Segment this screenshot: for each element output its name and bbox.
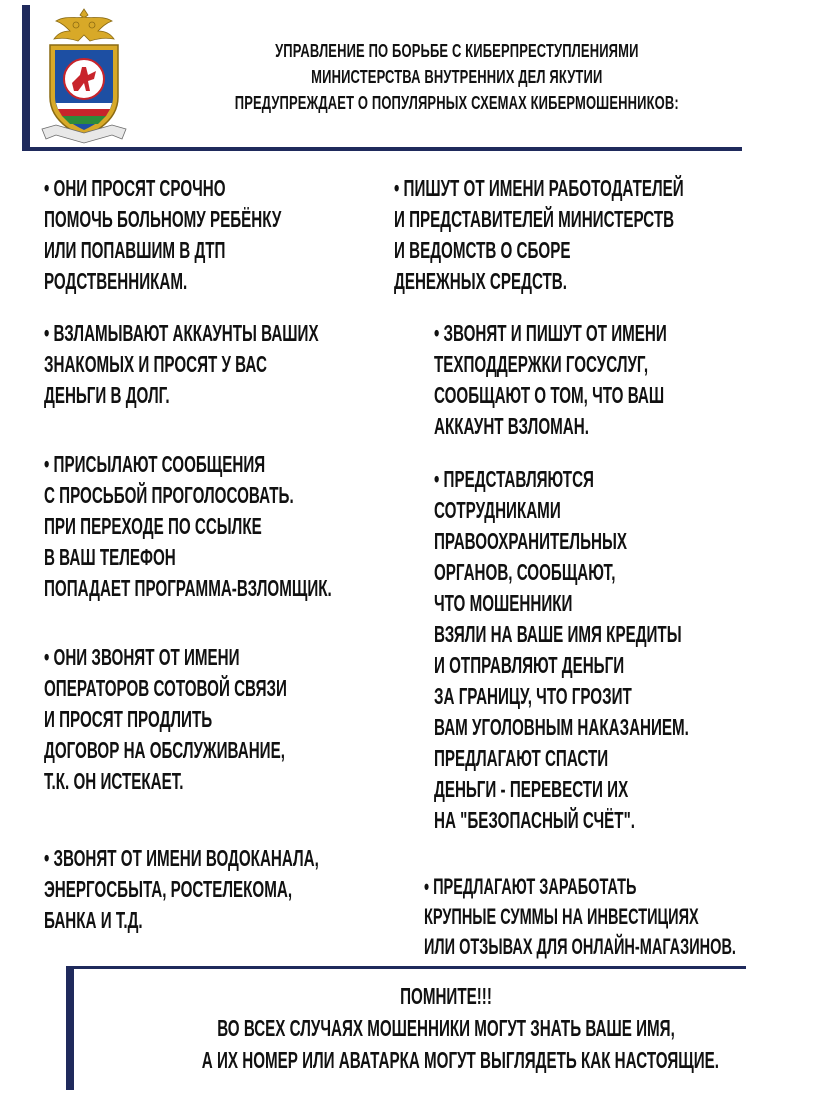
footer-accent-bar bbox=[66, 968, 74, 1090]
item-line: ИЛИ ПОПАВШИМ В ДТП bbox=[44, 237, 226, 263]
item-line: • ЗВОНЯТ ОТ ИМЕНИ ВОДОКАНАЛА, bbox=[44, 845, 319, 871]
item-line: ЭНЕРГОСБЫТА, РОСТЕЛЕКОМА, bbox=[44, 876, 293, 902]
item-line: ДЕНЕЖНЫХ СРЕДСТВ. bbox=[394, 268, 567, 294]
item-line: И ПРЕДСТАВИТЕЛЕЙ МИНИСТЕРСТВ bbox=[394, 206, 675, 232]
scheme-item bbox=[44, 173, 281, 297]
scheme-item bbox=[44, 843, 319, 936]
item-line: ЗНАКОМЫХ И ПРОСЯТ У ВАС bbox=[44, 351, 267, 377]
item-line: ОРГАНОВ, СООБЩАЮТ, bbox=[434, 559, 616, 585]
item-line: ДЕНЬГИ В ДОЛГ. bbox=[44, 382, 170, 408]
scheme-item bbox=[44, 642, 287, 797]
item-line: • ОНИ ЗВОНЯТ ОТ ИМЕНИ bbox=[44, 644, 240, 670]
item-line: В ВАШ ТЕЛЕФОН bbox=[44, 544, 176, 570]
item-line: ВЗЯЛИ НА ВАШЕ ИМЯ КРЕДИТЫ bbox=[434, 621, 682, 647]
item-line: ПОМОЧЬ БОЛЬНОМУ РЕБЁНКУ bbox=[44, 206, 282, 232]
scheme-item bbox=[434, 318, 667, 442]
item-line: И ВЕДОМСТВ О СБОРЕ bbox=[394, 237, 571, 263]
scheme-item bbox=[44, 318, 319, 411]
item-line: • ПРЕДСТАВЛЯЮТСЯ bbox=[434, 466, 594, 492]
footer-divider bbox=[66, 966, 746, 969]
reminder-heading: ПОМНИТЕ!!! bbox=[400, 983, 492, 1009]
reminder-line: ВО ВСЕХ СЛУЧАЯХ МОШЕННИКИ МОГУТ ЗНАТЬ ВАШЕ ИМЯ, bbox=[217, 1015, 675, 1041]
item-line: ПРИ ПЕРЕХОДЕ ПО ССЫЛКЕ bbox=[44, 513, 262, 539]
mvd-yakutia-emblem-icon bbox=[36, 5, 132, 145]
item-line: • ВЗЛАМЫВАЮТ АККАУНТЫ ВАШИХ bbox=[44, 320, 319, 346]
item-line: ПРАВООХРАНИТЕЛЬНЫХ bbox=[434, 528, 627, 554]
item-line: ЧТО МОШЕННИКИ bbox=[434, 590, 573, 616]
item-line: АККАУНТ ВЗЛОМАН. bbox=[434, 413, 589, 439]
header-divider bbox=[22, 147, 742, 151]
item-line: ЗА ГРАНИЦУ, ЧТО ГРОЗИТ bbox=[434, 683, 632, 709]
item-line: • ПРИСЫЛАЮТ СООБЩЕНИЯ bbox=[44, 451, 266, 477]
item-line: • ЗВОНЯТ И ПИШУТ ОТ ИМЕНИ bbox=[434, 320, 667, 346]
item-line: СОТРУДНИКАМИ bbox=[434, 497, 561, 523]
item-line: И ОТПРАВЛЯЮТ ДЕНЬГИ bbox=[434, 652, 625, 678]
header-accent-bar bbox=[22, 5, 30, 151]
item-line: ТЕХПОДДЕРЖКИ ГОСУСЛУГ, bbox=[434, 351, 649, 377]
title-line: УПРАВЛЕНИЕ ПО БОРЬБЕ С КИБЕРПРЕСТУПЛЕНИЯМИ bbox=[275, 41, 639, 61]
item-line: С ПРОСЬБОЙ ПРОГОЛОСОВАТЬ. bbox=[44, 482, 294, 508]
item-line: ДОГОВОР НА ОБСЛУЖИВАНИЕ, bbox=[44, 737, 285, 763]
item-line: БАНКА И Т.Д. bbox=[44, 907, 143, 933]
scheme-item bbox=[434, 464, 689, 836]
reminder-block bbox=[201, 980, 719, 1076]
scheme-item bbox=[394, 173, 684, 297]
item-line: ПРЕДЛАГАЮТ СПАСТИ bbox=[434, 745, 609, 771]
item-line: ДЕНЬГИ - ПЕРЕВЕСТИ ИХ bbox=[434, 776, 629, 802]
item-line: • ОНИ ПРОСЯТ СРОЧНО bbox=[44, 175, 226, 201]
item-line: ПОПАДАЕТ ПРОГРАММА-ВЗЛОМЩИК. bbox=[44, 575, 332, 601]
item-line: ОПЕРАТОРОВ СОТОВОЙ СВЯЗИ bbox=[44, 675, 287, 701]
item-line: СООБЩАЮТ О ТОМ, ЧТО ВАШ bbox=[434, 382, 665, 408]
reminder-line: А ИХ НОМЕР ИЛИ АВАТАРКА МОГУТ ВЫГЛЯДЕТЬ КАК НАСТОЯЩИЕ. bbox=[201, 1047, 719, 1073]
title-line: МИНИСТЕРСТВА ВНУТРЕННИХ ДЕЛ ЯКУТИИ bbox=[311, 67, 603, 87]
item-line: РОДСТВЕННИКАМ. bbox=[44, 268, 188, 294]
item-line: НА "БЕЗОПАСНЫЙ СЧЁТ". bbox=[434, 807, 636, 833]
item-line: • ПРЕДЛАГАЮТ ЗАРАБОТАТЬ bbox=[424, 874, 637, 899]
item-line: КРУПНЫЕ СУММЫ НА ИНВЕСТИЦИЯХ bbox=[424, 904, 699, 929]
scheme-item bbox=[44, 449, 332, 604]
item-line: И ПРОСЯТ ПРОДЛИТЬ bbox=[44, 706, 213, 732]
item-line: • ПИШУТ ОТ ИМЕНИ РАБОТОДАТЕЛЕЙ bbox=[394, 175, 684, 201]
item-line: ИЛИ ОТЗЫВАХ ДЛЯ ОНЛАЙН-МАГАЗИНОВ. bbox=[424, 934, 736, 959]
scheme-item bbox=[424, 872, 736, 962]
item-line: ВАМ УГОЛОВНЫМ НАКАЗАНИЕМ. bbox=[434, 714, 689, 740]
page-title bbox=[140, 38, 774, 116]
title-line: ПРЕДУПРЕЖДАЕТ О ПОПУЛЯРНЫХ СХЕМАХ КИБЕРМОШЕННИКОВ: bbox=[234, 93, 679, 113]
item-line: Т.К. ОН ИСТЕКАЕТ. bbox=[44, 768, 184, 794]
